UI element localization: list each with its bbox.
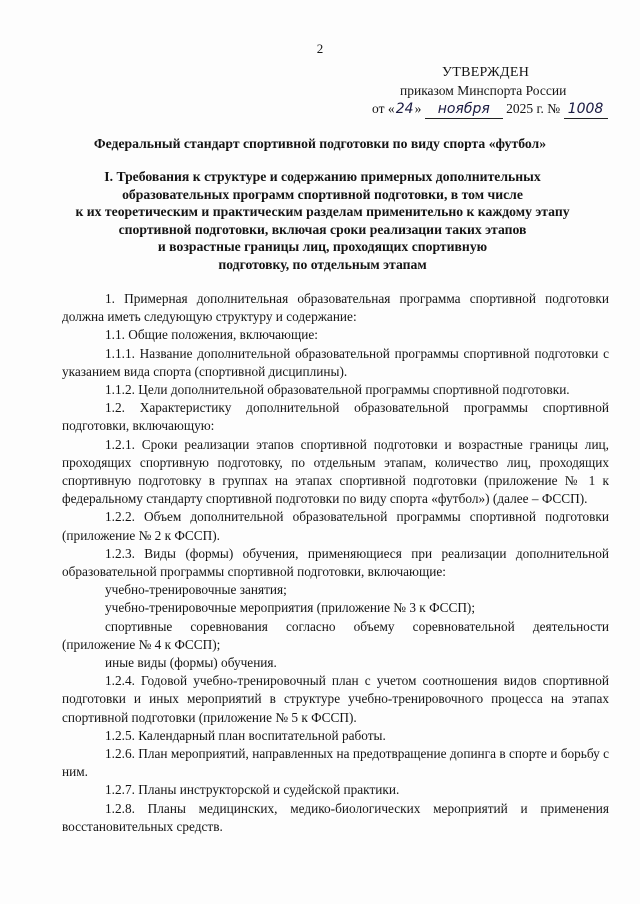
paragraph: 1.1.2. Цели дополнительной образовательной программы спортивной подготовки. [105, 382, 570, 398]
section-line: спортивной подготовки, включая сроки реализации таких этапов [118, 221, 527, 237]
section-line: I. Требования к структуре и содержанию примерных дополнительных [104, 169, 541, 184]
paragraph: 1.2. Характеристику дополнительной образовательной программы спортивной подготовки, включающую: [62, 400, 609, 434]
paragraph: 1.2.1. Сроки реализации этапов спортивной подготовки и возрастные границы лиц, проходящих спортивную подготовку, по отдельным этапам, количество лиц, проходящих спортивную подготовку в группах на этапах спортивной подготовки (приложение № 1 к федеральному стандарту спортивной подготовки по виду спорта «футбол») (далее – ФССП). [62, 436, 609, 507]
section-line: к их теоретическим и практическим разделам применительно к каждому этапу [75, 204, 570, 220]
paragraph: 1.2.2. Объем дополнительной образовательной программы спортивной подготовки (приложение № 2 к ФССП). [62, 509, 609, 543]
section-line: подготовку, по отдельным этапам [218, 256, 427, 272]
paragraph: 1.2.5. Календарный план воспитательной работы. [105, 727, 386, 743]
approval-block [372, 64, 622, 119]
paragraph: 1. Примерная дополнительная образовательная программа спортивной подготовки должна иметь следующую структуру и содержание: [62, 291, 609, 325]
section-heading [50, 168, 595, 274]
list-item: спортивные соревнования согласно объему соревновательной деятельности (приложение № 4 к ФССП); [62, 618, 609, 652]
paragraph: 1.2.6. План мероприятий, направленных на предотвращение допинга в спорте и борьбу с ним. [62, 746, 609, 780]
document-body [62, 290, 609, 836]
approval-date-line [372, 100, 622, 119]
list-item: учебно-тренировочные занятия; [105, 582, 287, 598]
page-number: 2 [316, 41, 324, 56]
list-item: иные виды (формы) обучения. [105, 655, 277, 671]
approval-heading: УТВЕРЖДЕН [442, 65, 530, 80]
paragraph: 1.2.3. Виды (формы) обучения, применяющиеся при реализации дополнительной образовательной программы спортивной подготовки, включающие: [62, 545, 609, 580]
order-number-handwritten: 1008 [564, 100, 608, 119]
section-line: образовательных программ спортивной подготовки, в том числе [122, 186, 523, 202]
date-year: 2025 г. № [506, 101, 561, 116]
list-item: учебно-тренировочные мероприятия (приложение № 3 к ФССП); [105, 600, 476, 616]
paragraph: 1.1. Общие положения, включающие: [105, 327, 318, 343]
paragraph: 1.2.4. Годовой учебно-тренировочный план с учетом соотношения видов спортивной подготовки и иных мероприятий в структуре учебно-тренировочного процесса на этапах спортивной подготовки (приложение № 5 к ФССП). [62, 673, 609, 725]
section-line: и возрастные границы лиц, проходящих спортивную [157, 239, 488, 255]
approval-order-line: приказом Минспорта России [400, 83, 567, 98]
date-mid: » [414, 101, 422, 116]
date-month-handwritten: ноября [425, 100, 503, 119]
document-title: Федеральный стандарт спортивной подготовки по виду спорта «футбол» [93, 136, 547, 151]
date-day-handwritten: 24 [395, 101, 414, 117]
paragraph: 1.2.8. Планы медицинских, медико-биологических мероприятий и применения восстановительных средств. [62, 800, 609, 834]
paragraph: 1.1.1. Название дополнительной образовательной программы спортивной подготовки с указанием вида спорта (спортивной дисциплины). [62, 345, 609, 379]
date-prefix: от « [372, 101, 395, 116]
paragraph: 1.2.7. Планы инструкторской и судейской практики. [105, 782, 400, 798]
